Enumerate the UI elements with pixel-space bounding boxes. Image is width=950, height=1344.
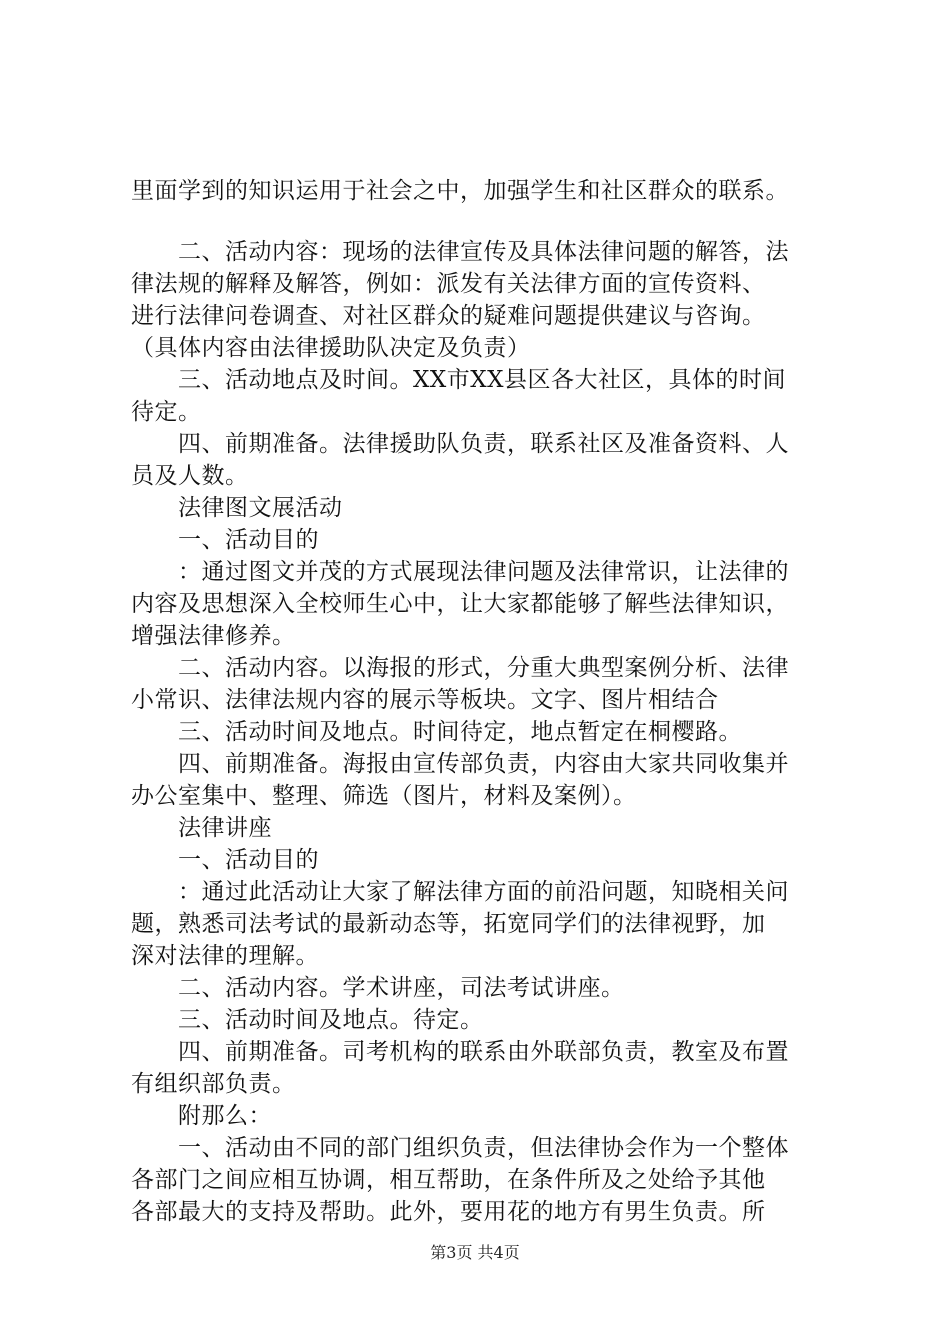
text-line: ：通过此活动让大家了解法律方面的前沿问题，知晓相关问	[131, 879, 789, 905]
text-line: 员及人数。	[131, 463, 249, 489]
section-title: 法律图文展活动	[131, 495, 343, 521]
text-line: 三、活动地点及时间。XX市XX县区各大社区，具体的时间	[131, 367, 786, 393]
text-line: 内容及思想深入全校师生心中，让大家都能够了解些法律知识，	[131, 591, 789, 617]
text-line: 二、活动内容：现场的法律宣传及具体法律问题的解答，法	[131, 239, 789, 265]
paragraph-gap	[131, 207, 837, 236]
text-line: 四、前期准备。司考机构的联系由外联部负责，教室及布置	[131, 1039, 789, 1065]
text-line: 小常识、法律法规内容的展示等板块。文字、图片相结合	[131, 687, 719, 713]
text-line: 二、活动内容。学术讲座，司法考试讲座。	[131, 975, 625, 1001]
text-line: 各部最大的支持及帮助。此外，要用花的地方有男生负责。所	[131, 1199, 766, 1225]
text-line: 三、活动时间及地点。时间待定，地点暂定在桐樱路。	[131, 719, 742, 745]
text-line: 办公室集中、整理、筛选（图片，材料及案例）。	[131, 783, 637, 809]
text-line: 四、前期准备。法律援助队负责，联系社区及准备资料、人	[131, 431, 789, 457]
text-line: 四、前期准备。海报由宣传部负责，内容由大家共同收集并	[131, 751, 789, 777]
text-line: 一、活动目的	[131, 847, 319, 873]
text-line: 里面学到的知识运用于社会之中，加强学生和社区群众的联系。	[131, 178, 789, 204]
section-title: 法律讲座	[131, 815, 272, 841]
text-line: 一、活动目的	[131, 527, 319, 553]
text-line: 各部门之间应相互协调，相互帮助，在条件所及之处给予其他	[131, 1167, 766, 1193]
text-line: 二、活动内容。以海报的形式，分重大典型案例分析、法律	[131, 655, 789, 681]
document-body	[131, 175, 837, 1228]
text-line: 律法规的解释及解答，例如：派发有关法律方面的宣传资料、	[131, 271, 766, 297]
text-line: （具体内容由法律援助队决定及负责）	[131, 335, 531, 361]
text-line: 一、活动由不同的部门组织负责，但法律协会作为一个整体	[131, 1135, 789, 1161]
page-number-footer: 第3页 共4页	[430, 1243, 520, 1262]
text-line: 题，熟悉司法考试的最新动态等，拓宽同学们的法律视野，加	[131, 911, 766, 937]
text-line: 附那么：	[131, 1103, 272, 1129]
text-line: 三、活动时间及地点。待定。	[131, 1007, 484, 1033]
text-line: 有组织部负责。	[131, 1071, 296, 1097]
text-line: 增强法律修养。	[131, 623, 296, 649]
text-line: ：通过图文并茂的方式展现法律问题及法律常识，让法律的	[131, 559, 789, 585]
text-line: 进行法律问卷调查、对社区群众的疑难问题提供建议与咨询。	[131, 303, 766, 329]
text-line: 深对法律的理解。	[131, 943, 319, 969]
text-line: 待定。	[131, 399, 202, 425]
